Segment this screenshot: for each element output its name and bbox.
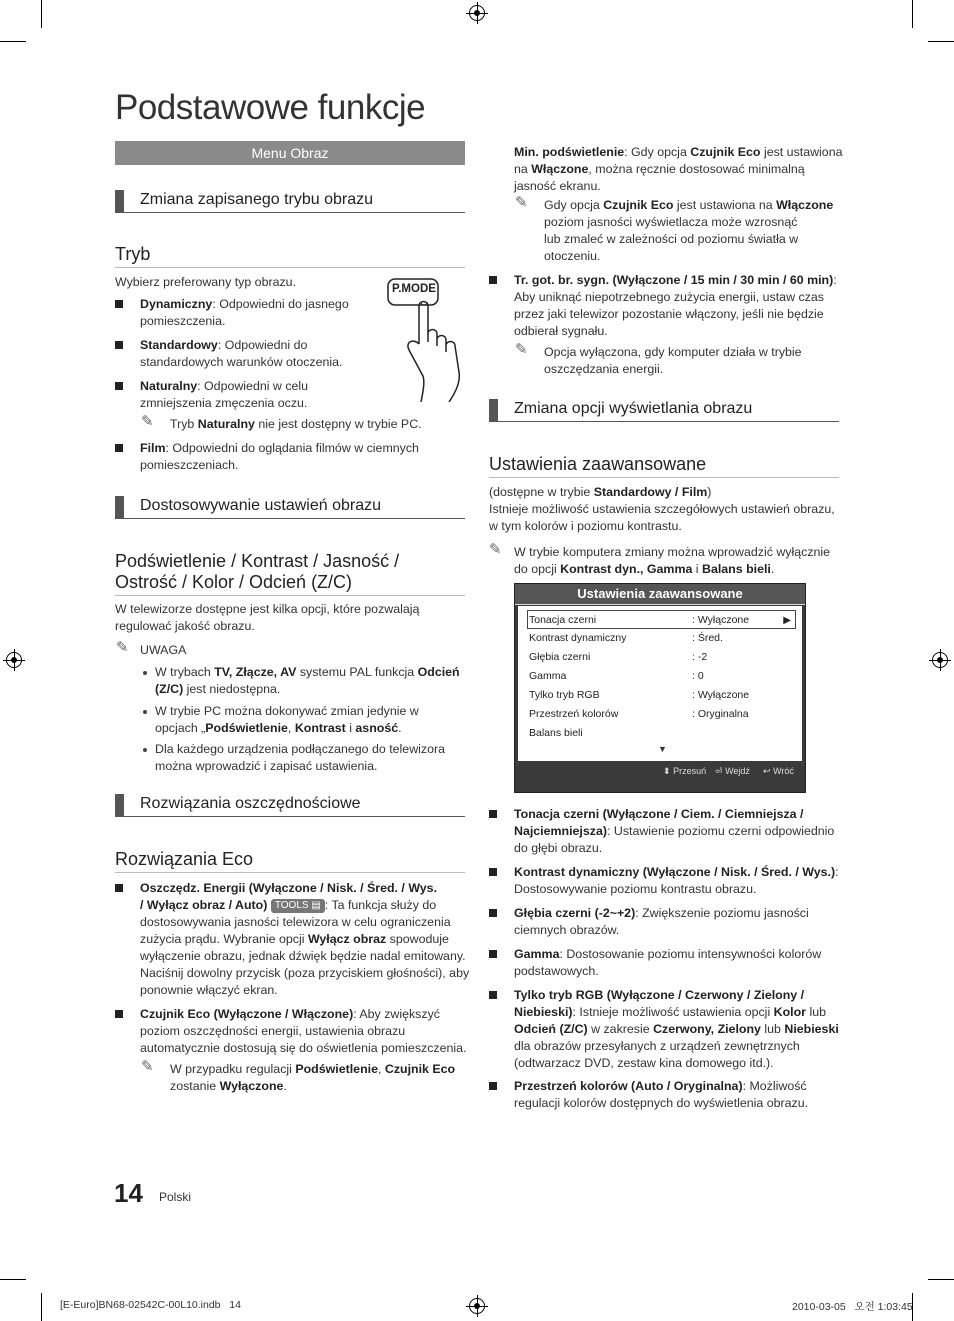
adv-item-rgb: Tylko tryb RGB (Wyłączone / Czerwony / Zielony / Niebieski): Istnieje możliwość ustawienia opcji Kolor lub Odcień (Z/C) w zakresie Czerwony, Zielony lub Niebieski dla obrazów przesyłanych z urządzeń zewnętrznych (odtwarzacz DVD, zestaw kina domowego itd.).	[514, 988, 839, 1070]
bullet	[115, 300, 123, 308]
tr-got-br-sygn: Tr. got. br. sygn. (Wyłączone / 15 min / 30 min / 60 min): Aby uniknąć niepotrzebnego zużycia energii, ustaw czas przez jaki telewizor pozostanie włączony, jeśli nie będzie odbierał sygnału.	[514, 273, 837, 338]
osd-row-kontrast-dynamiczny[interactable]: Kontrast dynamiczny : Śred.	[529, 632, 723, 644]
tryb-item-standardowy: Standardowy: Odpowiedni do standardowych warunków otoczenia.	[140, 338, 343, 369]
registration-mark-icon	[6, 652, 22, 668]
page-number: 14	[114, 1178, 143, 1208]
page-title: Podstawowe funkcje	[115, 88, 426, 127]
section-rozwiazania-eco: Rozwiązania Eco	[115, 849, 465, 873]
note-pencil-icon: ✎	[141, 1058, 154, 1075]
osd-row-glebia-czerni[interactable]: Głębia czerni : -2	[529, 651, 708, 663]
tryb-note: Tryb Naturalny nie jest dostępny w trybie PC.	[170, 417, 422, 431]
tr-note: Opcja wyłączona, gdy komputer działa w trybie oszczędzania energii.	[544, 345, 802, 376]
bullet	[115, 444, 123, 452]
tryb-intro: Wybierz preferowany typ obrazu.	[115, 275, 297, 289]
registration-mark-icon	[932, 652, 948, 668]
osd-row-tylko-tryb-rgb[interactable]: Tylko tryb RGB : Wyłączone	[529, 689, 750, 701]
bullet	[489, 950, 497, 958]
pmode-label: P.MODE	[392, 283, 436, 295]
adv-item-kontrast: Kontrast dynamiczny (Wyłączone / Nisk. / Śred. / Wys.): Dostosowywanie poziomu kontrastu obrazu.	[514, 865, 839, 896]
osd-row-tonacja-czerni[interactable]: Tonacja czerni : Wyłączone ▶	[527, 610, 796, 629]
note-pencil-icon: ✎	[489, 541, 502, 558]
tryb-item-film: Film: Odpowiedni do oglądania filmów w ciemnych pomieszczeniach.	[140, 441, 419, 472]
note-pencil-icon: ✎	[515, 341, 528, 358]
return-icon: ↩	[763, 766, 771, 776]
podswietlenie-intro: W telewizorze dostępne jest kilka opcji, które pozwalają regulować jakość obrazu.	[115, 602, 420, 633]
subheading-oszczednosciowe: Rozwiązania oszczędnościowe	[115, 794, 465, 817]
file-info: [E-Euro]BN68-02542C-00L10.indb 14	[60, 1299, 241, 1311]
subheading-dostosowywanie: Dostosowywanie ustawień obrazu	[115, 496, 465, 519]
crop-mark	[928, 1279, 954, 1280]
bullet-dot	[143, 671, 147, 675]
crop-mark	[41, 1293, 42, 1321]
registration-mark-icon	[469, 5, 485, 21]
uwaga-item-3: Dla każdego urządzenia podłączanego do telewizora można wprowadzić i zapisać ustawienia.	[155, 742, 445, 773]
section-podswietlenie: Podświetlenie / Kontrast / Jasność / Ostrość / Kolor / Odcień (Z/C)	[115, 551, 465, 596]
eco-item-oszczedz-energii: Oszczędz. Energii (Wyłączone / Nisk. / Śred. / Wys. / Wyłącz obraz / Auto) TOOLS ▤ : Ta funkcja służy do dostosowywania jasności telewizora w celu ograniczenia zużycia prądu. Wybranie opcji Wyłącz obraz spowoduje wyłączenie obrazu, jednak dźwięk będzie nadal emitowany. Naciśnij dowolny przycisk (poza przyciskiem głośności), aby ponownie włączyć ekran.	[140, 881, 470, 997]
bullet	[489, 868, 497, 876]
pmode-remote-hand-icon	[383, 272, 473, 402]
uwaga-label: UWAGA	[140, 643, 187, 657]
tools-badge-icon: TOOLS ▤	[271, 899, 325, 913]
uwaga-item-1: W trybach TV, Złącze, AV systemu PAL funkcja Odcień (Z/C) jest niedostępna.	[155, 665, 460, 696]
bullet-dot	[143, 710, 147, 714]
adv-item-gamma: Gamma: Dostosowanie poziomu intensywności kolorów podstawowych.	[514, 947, 822, 978]
bullet	[115, 884, 123, 892]
bullet	[489, 991, 497, 999]
osd-body	[518, 606, 802, 761]
osd-row-balans-bieli[interactable]: Balans bieli	[529, 727, 583, 739]
adv-item-glebia: Głębia czerni (-2~+2): Zwiększenie poziomu jasności ciemnych obrazów.	[514, 906, 809, 937]
uwaga-item-2: W trybie PC można dokonywać zmian jedynie w opcjach „Podświetlenie, Kontrast i asność.	[155, 704, 419, 735]
section-tryb: Tryb	[115, 244, 465, 268]
bullet	[489, 1082, 497, 1090]
note-pencil-icon: ✎	[116, 639, 129, 656]
bullet	[489, 276, 497, 284]
bullet	[115, 341, 123, 349]
adv-note: W trybie komputera zmiany można wprowadzić wyłącznie do opcji Kontrast dyn., Gamma i Balans bieli.	[514, 545, 831, 576]
bullet	[489, 909, 497, 917]
crop-mark	[928, 41, 954, 42]
osd-hint-return: ↩ Wróć	[763, 766, 794, 776]
subheading-zmiana-trybu: Zmiana zapisanego trybu obrazu	[115, 190, 465, 213]
min-podswietlenie: Min. podświetlenie: Gdy opcja Czujnik Eco jest ustawiona na Włączone, można ręcznie dostosować minimalną jasność ekranu.	[514, 145, 843, 193]
osd-row-gamma[interactable]: Gamma : 0	[529, 670, 704, 682]
eco-item-czujnik: Czujnik Eco (Wyłączone / Włączone): Aby zwiększyć poziom oszczędności energii, ustawienia obrazu automatycznie dostosują się do oświetlenia pomieszczenia.	[140, 1007, 467, 1055]
bullet	[489, 810, 497, 818]
osd-title: Ustawienia zaawansowane	[515, 584, 805, 605]
osd-hint-move: ⬍ Przesuń	[663, 766, 707, 776]
scroll-down-arrow-icon[interactable]: ▼	[658, 744, 667, 754]
section-ustawienia-zaawansowane: Ustawienia zaawansowane	[489, 454, 839, 478]
crop-mark	[912, 0, 913, 28]
crop-mark	[0, 41, 26, 42]
crop-mark	[0, 1279, 26, 1280]
osd-hint-enter: ⏎ Wejdź	[715, 766, 750, 776]
note-pencil-icon: ✎	[515, 194, 528, 211]
updown-arrow-icon: ⬍	[663, 766, 671, 776]
menu-bar-title: Menu Obraz	[115, 141, 465, 165]
osd-advanced-settings-menu	[514, 583, 806, 793]
adv-item-przestrzen: Przestrzeń kolorów (Auto / Oryginalna): Możliwość regulacji kolorów dostępnych do wyświetlenia obrazu.	[514, 1079, 809, 1110]
adv-intro: (dostępne w trybie Standardowy / Film) Istnieje możliwość ustawienia szczegółowych ustawień obrazu, w tym kolorów i poziomu kontrastu.	[489, 485, 835, 533]
note-pencil-icon: ✎	[141, 413, 154, 430]
arrow-right-icon: ▶	[783, 615, 791, 626]
osd-row-przestrzen-kolorow[interactable]: Przestrzeń kolorów : Oryginalna	[529, 708, 749, 720]
bullet	[115, 1010, 123, 1018]
enter-icon: ⏎	[715, 766, 723, 776]
language-label: Polski	[159, 1190, 192, 1204]
tryb-item-naturalny: Naturalny: Odpowiedni w celu zmniejszenia zmęczenia oczu.	[140, 379, 309, 410]
eco-note: W przypadku regulacji Podświetlenie, Czujnik Eco zostanie Wyłączone.	[170, 1062, 456, 1093]
bullet	[115, 382, 123, 390]
crop-mark	[41, 0, 42, 28]
tryb-item-dynamiczny: Dynamiczny: Odpowiedni do jasnego pomieszczenia.	[140, 297, 349, 328]
min-note: Gdy opcja Czujnik Eco jest ustawiona na Włączone poziom jasności wyświetlacza może wzrosnąć lub zmaleć w zależności od poziomu światła w otoczeniu.	[544, 198, 834, 263]
registration-mark-icon	[469, 1298, 485, 1314]
adv-item-tonacja: Tonacja czerni (Wyłączone / Ciem. / Ciemniejsza / Najciemniejsza): Ustawienie poziomu czerni odpowiednio do głębi obrazu.	[514, 807, 835, 855]
subheading-zmiana-opcji: Zmiana opcji wyświetlania obrazu	[489, 399, 839, 422]
bullet-dot	[143, 748, 147, 752]
print-date: 2010-03-05 오전 1:03:45	[792, 1301, 913, 1313]
